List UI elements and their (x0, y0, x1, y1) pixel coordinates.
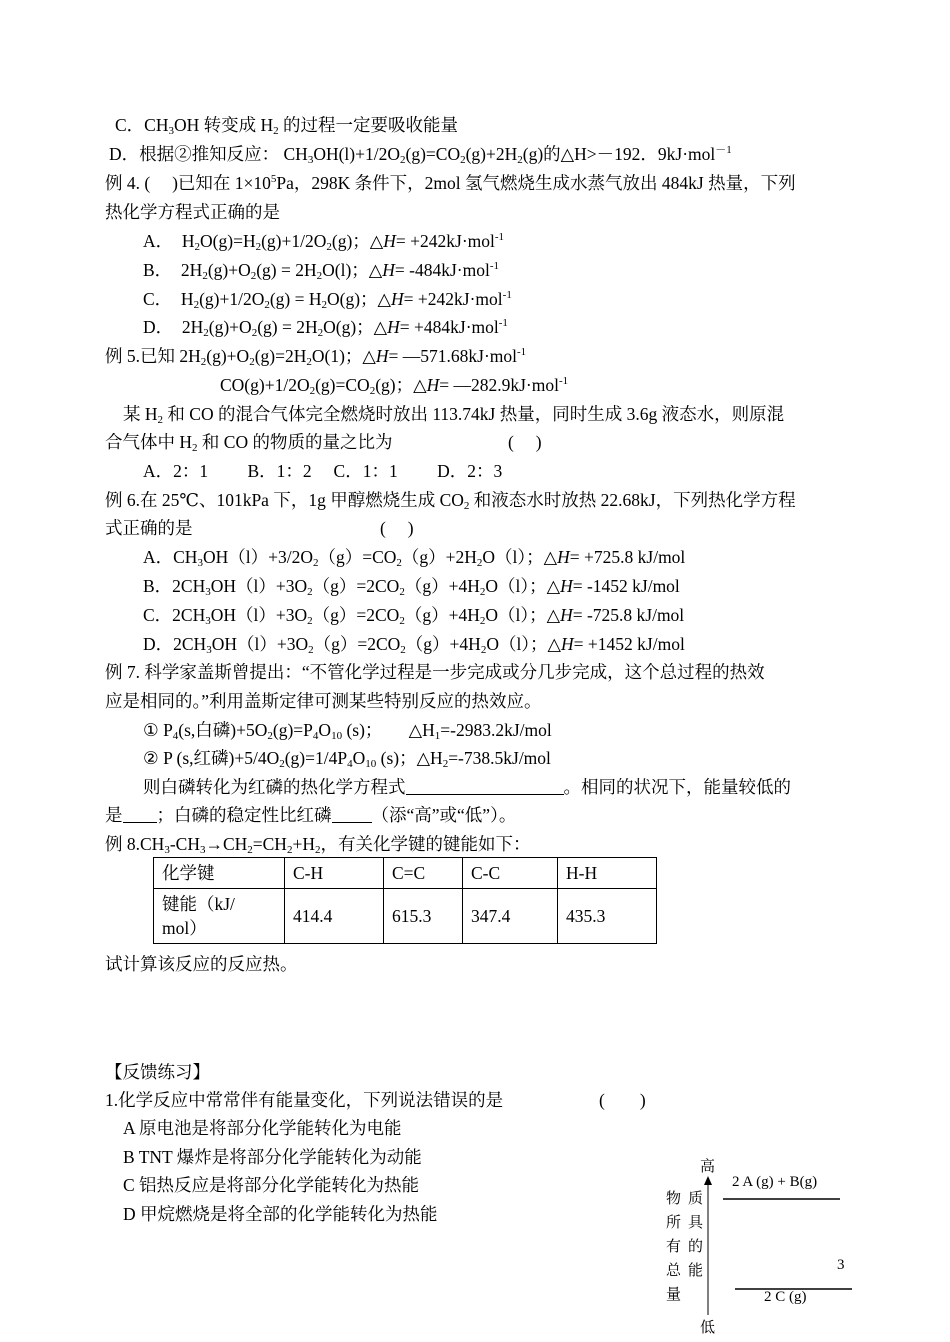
ex6-question-line1: 例 6.在 25℃、101kPa 下，1g 甲醇燃烧生成 $CO_2$ 和液态水时放热 22.68kJ，下列热化学方程 (105, 490, 796, 512)
ex7-question-4: 是 ；白磷的稳定性比红磷 （添“高”或“低”）。 (105, 805, 517, 825)
feedback-option-d: D 甲烷燃烧是将全部的化学能转化为热能 (123, 1204, 438, 1224)
table-header-cell: 化学键 (154, 858, 285, 889)
product-label: 2 C (g) (764, 1289, 807, 1305)
answer-blank-2[interactable] (123, 806, 157, 823)
ex6-option-a: A．$CH_3OH(l)+3/2O_2(g)=CO_2(g)+2H_2O(l)$；△H= +725.8 kJ/mol (143, 547, 686, 569)
axis-label-col2-1: 质 (688, 1191, 704, 1207)
ex5-answer-paren: ( ) (508, 432, 542, 452)
axis-label-col1-3: 有 (666, 1239, 682, 1255)
ex6-option-d: D．$2CH_3OH(l)+3O_2(g)=2CO_2(g)+4H_2O(l)$；△H= +1452 kJ/mol (143, 634, 685, 656)
ex4-option-c: C． $H_2(g)+1/2O_2(g) = H_2O(g)$；△H= +242kJ·mol$^{-1}$ (143, 289, 512, 311)
table-row-label: 键能（kJ/ mol） (154, 889, 285, 944)
feedback-answer-paren: ( ) (599, 1090, 646, 1110)
energy-diagram (655, 1155, 870, 1340)
bond-energy-table (153, 857, 657, 944)
ex7-question-line2: 应是相同的。”利用盖斯定律可测某些特别反应的热效应。 (105, 691, 542, 711)
ex4-question-line1: 例 4. ( )已知在 $1\times 10^5Pa$，298K 条件下，2mol 氢气燃烧生成水蒸气放出 484kJ 热量，下列 (105, 173, 796, 193)
ex5-question-line2: 合气体中 $H_2$ 和 CO 的物质的量之比为 (105, 432, 393, 454)
ex6-option-b: B．$2CH_3OH(l)+3O_2(g)=2CO_2(g)+4H_2O(l)$；△H= -1452 kJ/mol (143, 576, 680, 598)
ex3-option-d: D．根据②推知反应： $CH_3OH(l)+1/2O_2(g)=CO_2(g)+2H_2(g)$的△H>－192．9kJ·mol$^{-1}$ (109, 144, 732, 166)
axis-label-col2-4: 能 (688, 1263, 704, 1279)
ex5-options: A．2：1 B．1：2 C．1：1 D．2：3 (143, 461, 503, 481)
ex3-option-c: C．$CH_3OH$ 转变成 $H_2$ 的过程一定要吸收能量 (115, 115, 459, 137)
table-header-cell: C=C (384, 858, 463, 889)
ex4-question-line2: 热化学方程式正确的是 (105, 202, 280, 222)
ex7-reaction-1: ① $P_4(s$,白磷)$+5O_2(g)=P_4O_{10}$ (s)； $\triangle H_1=-2983.2kJ$/mol (143, 720, 552, 742)
feedback-question-1: 1.化学反应中常常伴有能量变化，下列说法错误的是 (105, 1090, 504, 1110)
table-cell: 435.3 (558, 889, 657, 944)
reactant-label: 2 A (g) + B(g) (732, 1174, 818, 1190)
ex5-equation-2: $CO(g)+1/2O_2(g)=CO_2(g)$；△H= —282.9kJ·mol$^{-1}$ (220, 375, 569, 397)
feedback-heading: 【反馈练习】 (105, 1062, 210, 1082)
ex7-question-3: 则白磷转化为红磷的热化学方程式 。相同的状况下，能量较低的 (143, 777, 791, 797)
feedback-option-a: A 原电池是将部分化学能转化为电能 (123, 1118, 402, 1138)
table-cell: 615.3 (384, 889, 463, 944)
arrow-up-icon (704, 1176, 712, 1185)
axis-label-col2-3: 的 (688, 1239, 704, 1255)
ex7-question-line1: 例 7. 科学家盖斯曾提出：“不管化学过程是一步完成或分几步完成，这个总过程的热效 (105, 662, 765, 682)
ex8-title: 例 $8.CH_3-CH_3\to CH_2=CH_2+H_2$，有关化学键的键能如下： (105, 834, 531, 856)
axis-label-col1-4: 总 (666, 1263, 682, 1279)
ex6-answer-paren: ( ) (380, 518, 414, 538)
table-header-cell: H-H (558, 858, 657, 889)
ex6-option-c: C．$2CH_3OH(l)+3O_2(g)=2CO_2(g)+4H_2O(l)$；△H= -725.8 kJ/mol (143, 605, 685, 627)
answer-blank-3[interactable] (332, 806, 372, 823)
ex4-option-d: D． $2H_2(g)+O_2(g) = 2H_2O(g)$；△H= +484kJ·mol$^{-1}$ (143, 317, 508, 339)
table-cell: 347.4 (463, 889, 558, 944)
answer-blank-1[interactable] (406, 778, 564, 795)
table-cell: 414.4 (285, 889, 384, 944)
table-header-cell: C-C (463, 858, 558, 889)
table-header-cell: C-H (285, 858, 384, 889)
ex5-equation-1: 例 5.已知 $2H_2(g)+O_2(g)=2H_2O(1)$；△H= —571.68kJ·mol$^{-1}$ (105, 346, 527, 368)
axis-label-col1-5: 量 (666, 1287, 682, 1303)
axis-label-col1-2: 所 (666, 1215, 682, 1231)
ex5-question-line1: 某 $H_2$ 和 CO 的混合气体完全燃烧时放出 113.74kJ 热量，同时生成 3.6g 液态水，则原混 (123, 404, 785, 426)
ex6-question-line2: 式正确的是 (105, 518, 193, 538)
feedback-option-b: B TNT 爆炸是将部分化学能转化为动能 (123, 1147, 422, 1167)
ex4-option-b: B． $2H_2(g)+O_2(g) = 2H_2O(l)$；△H= -484kJ·mol$^{-1}$ (143, 260, 500, 282)
axis-label-col2-2: 具 (688, 1215, 704, 1231)
ex7-reaction-2: ② P (s,红磷)$+5/4O_2(g)=1/4P_4O_{10}$ (s)；$\triangle H_2=-738.5kJ$/mol (143, 748, 551, 770)
feedback-option-c: C 铝热反应是将部分化学能转化为热能 (123, 1175, 420, 1195)
ex8-instruction: 试计算该反应的反应热。 (105, 954, 298, 974)
table-row (154, 889, 657, 944)
axis-high-label: 高 (700, 1159, 716, 1175)
table-header-row (154, 858, 657, 889)
axis-label-col1-1: 物 (666, 1191, 682, 1207)
side-number-label: 3 (837, 1257, 845, 1273)
ex4-option-a: A． $H_2O(g)=H_2(g)+1/2O_2(g)$；△H= +242kJ·mol$^{-1}$ (143, 231, 505, 253)
axis-low-label: 低 (700, 1320, 716, 1336)
